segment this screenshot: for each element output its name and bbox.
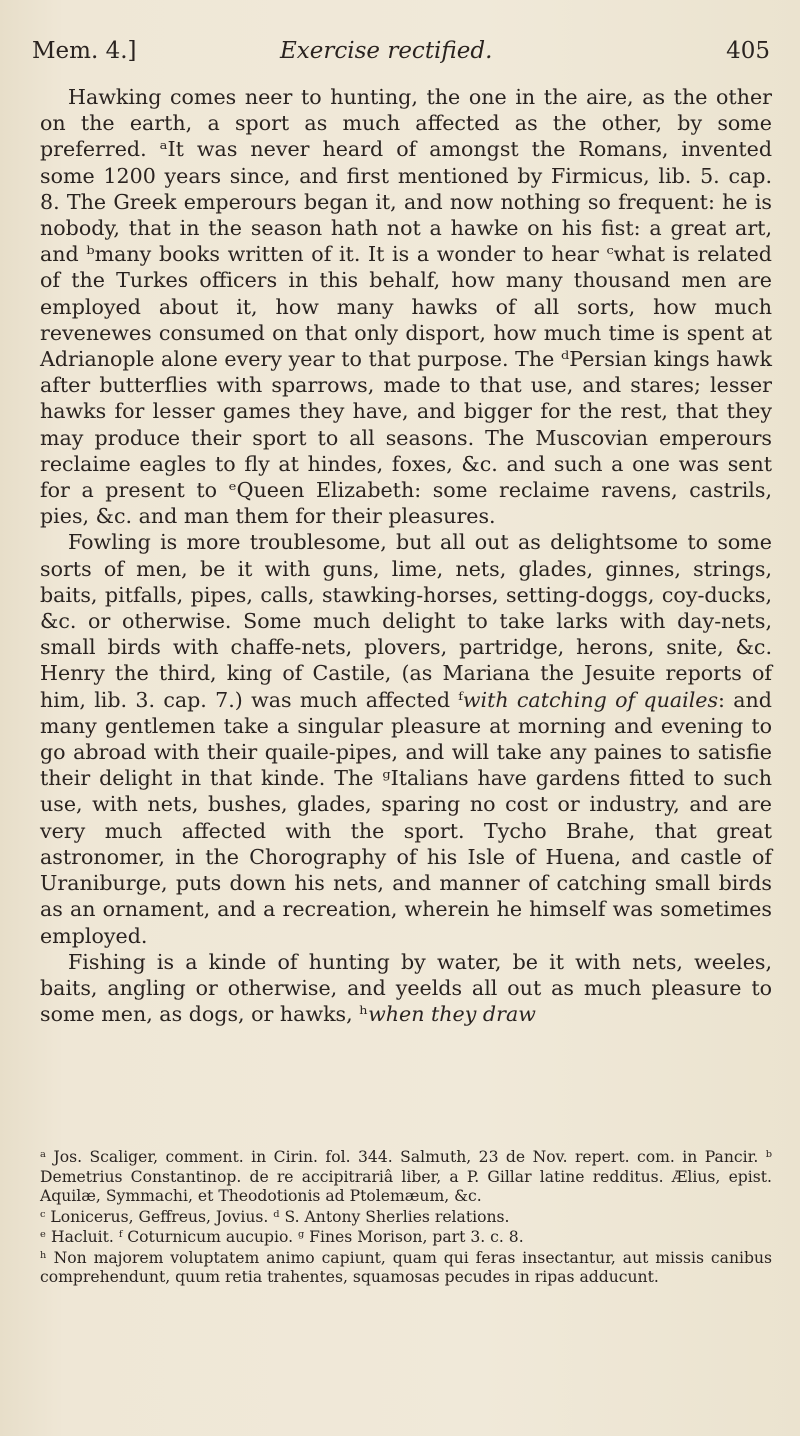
paragraph-fowling bbox=[40, 529, 772, 948]
running-header bbox=[32, 38, 770, 72]
paragraph-fishing-italic: when they draw bbox=[368, 1002, 536, 1027]
main-text bbox=[40, 84, 772, 1027]
paragraph-fowling-part1: Fowling is more troublesome, but all out as delightsome to some sorts of men, be it with guns, lime, nets, glades, ginnes, strings, baits, pitfalls, pipes, calls, stawking-horses, setting-doggs, coy-ducks, &c. or otherwise. Some much delight to take larks with day-nets, small birds with chaffe-nets, plovers, partridge, herons, snite, &c. Henry the third, king of Castile, (as Mariana the Jesuite reports of him, lib. 3. cap. 7.) was much affected ᶠ bbox=[40, 530, 772, 712]
paragraph-fishing-part1: Fishing is a kinde of hunting by water, be it with nets, weeles, baits, angling or otherwise, and yeelds all out as much pleasure to some men, as dogs, or hawks, ʰ bbox=[40, 949, 772, 1027]
paragraph-fowling-italic: with catching of quailes bbox=[462, 687, 719, 712]
footnotes bbox=[40, 1148, 772, 1289]
paragraph-hawking: Hawking comes neer to hunting, the one in the aire, as the other on the earth, a sport as much affected as the other, by some preferred. ᵃIt was never heard of amongst the Romans, invented some 1200 years since, and first mentioned by Firmicus, lib. 5. cap. 8. The Greek emperours began it, and now nothing so frequent: he is nobody, that in the season hath not a hawke on his fist: a great art, and ᵇmany books written of it. It is a wonder to hear ᶜwhat is related of the Turkes officers in this behalf, how many thousand men are employed about it, how many hawks of all sorts, how much revenewes consumed on that only disport, how much time is spent at Adrianople alone every year to that purpose. The ᵈPersian kings hawk after butterflies with sparrows, made to that use, and stares; lesser hawks for lesser games they have, and bigger for the rest, that they may produce their sport to all seasons. The Muscovian emperours reclaime eagles to fly at hindes, foxes, &c. and such a one was sent for a present to ᵉQueen Elizabeth: some reclaime ravens, castrils, pies, &c. and man them for their pleasures. bbox=[40, 85, 772, 529]
page-number: 405 bbox=[726, 38, 770, 64]
footnote: ᵉ Hacluit. ᶠ Coturnicum aucupio. ᵍ Fines Morison, part 3. c. 8. bbox=[40, 1228, 524, 1246]
paragraph-fishing bbox=[40, 949, 772, 1028]
footnote: ᶜ Lonicerus, Geffreus, Jovius. ᵈ S. Antony Sherlies relations. bbox=[40, 1207, 510, 1226]
footnote: ᵃ Jos. Scaliger, comment. in Cirin. fol. 344. Salmuth, 23 de Nov. repert. com. in Pancir. ᵇ Demetrius Constantinop. de re accipitrariâ liber, a P. Gillar latine redditus. Ælius, epist. Aquilæ, Symmachi, et Theodotionis ad Ptolemæum, &c. bbox=[40, 1148, 772, 1205]
footnote: ʰ Non majorem voluptatem animo capiunt, quam qui feras insectantur, aut missis canibus comprehendunt, quum retia trahentes, squamosas pecudes in ripas adducunt. bbox=[40, 1248, 772, 1286]
running-head-left: Mem. 4.] bbox=[32, 38, 137, 64]
paragraph-fowling-part2: : and many gentlemen take a singular pleasure at morning and evening to go abroad with their quaile-pipes, and will take any paines to satisfie their delight in that kinde. The ᵍItalians have gardens fitted to such use, with nets, bushes, glades, sparing no cost or industry, and are very much affected with the sport. Tycho Brahe, that great astronomer, in the Chorography of his Isle of Huena, and castle of Uraniburge, puts down his nets, and manner of catching small birds as an ornament, and a recreation, wherein he himself was sometimes employed. bbox=[40, 687, 772, 948]
running-head-title: Exercise rectified. bbox=[280, 38, 493, 64]
